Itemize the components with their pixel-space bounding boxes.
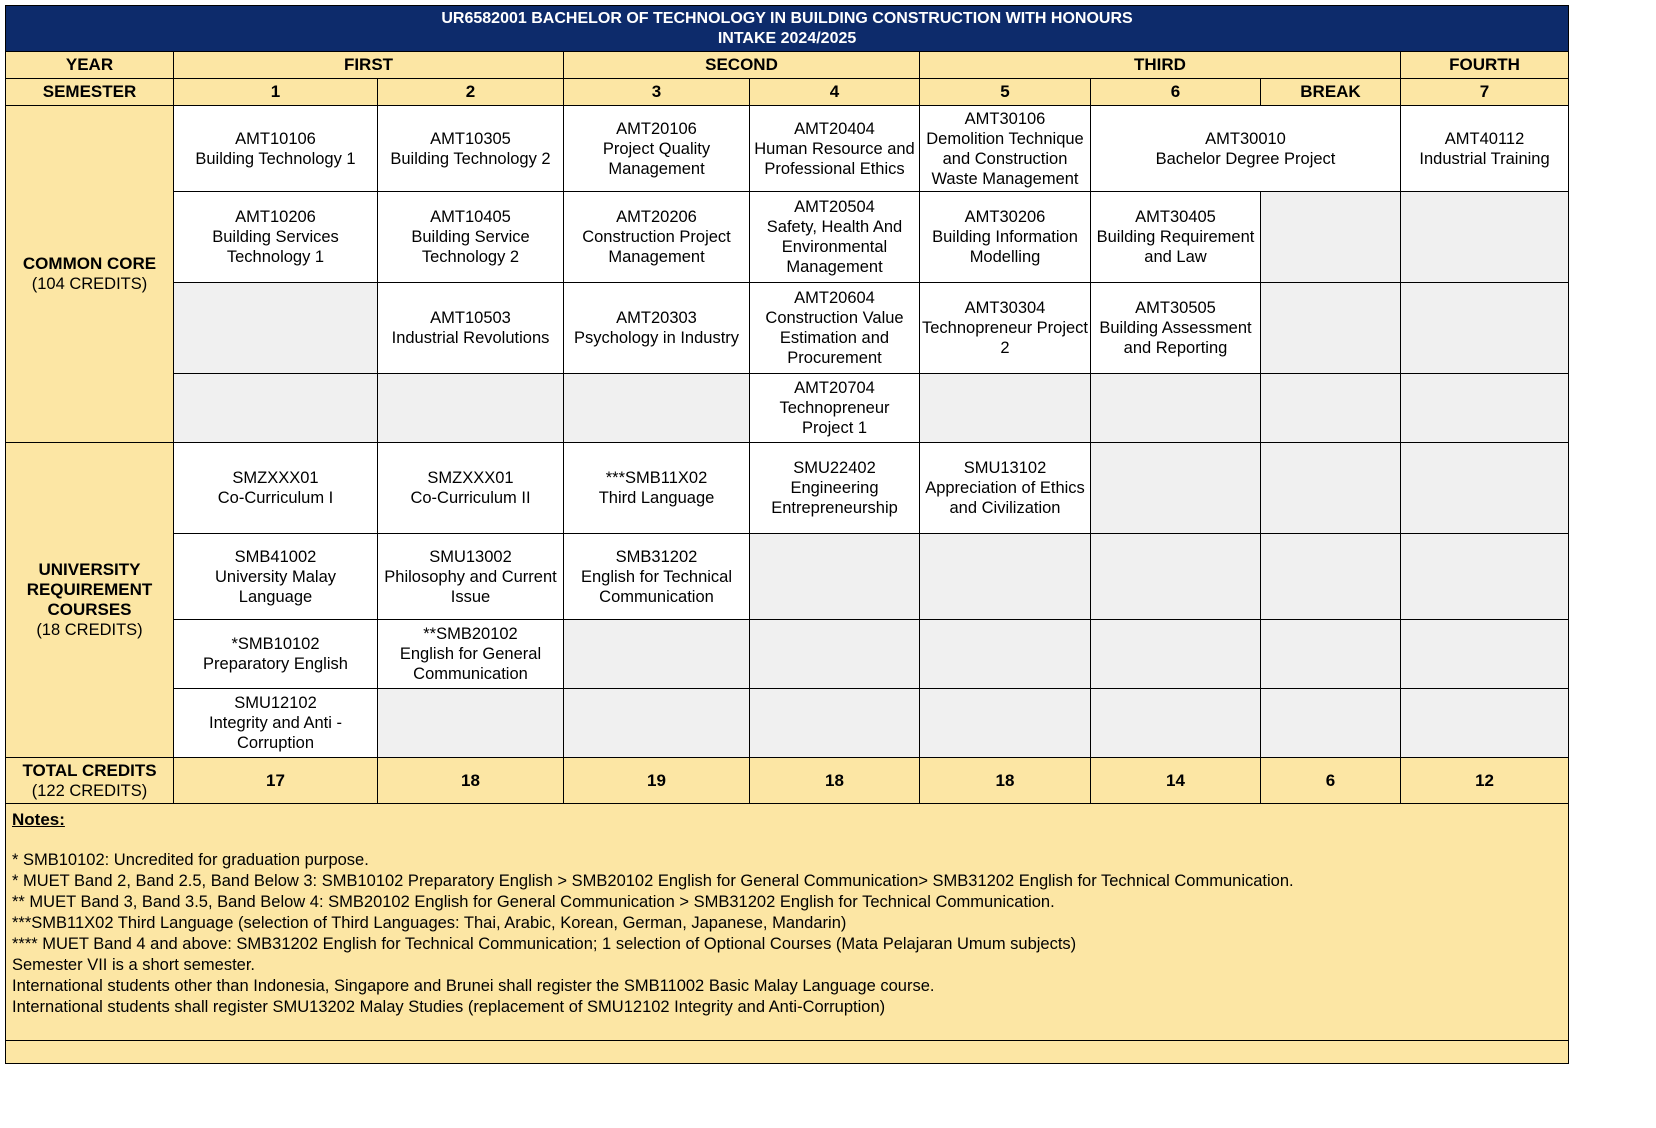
course-name: Human Resource and Professional Ethics	[754, 139, 915, 178]
course-cell	[564, 106, 750, 192]
year-third: THIRD	[920, 52, 1401, 79]
empty-cell	[920, 534, 1091, 620]
note-line: * MUET Band 2, Band 2.5, Band Below 3: SMB10102 Preparatory English > SMB20102 English for General Communication> SMB31202 English for Technical Communication.	[12, 872, 1294, 890]
course-cell	[378, 620, 564, 689]
course-cell	[174, 534, 378, 620]
course-name: Building Service Technology 2	[411, 228, 530, 266]
empty-cell	[1091, 443, 1261, 534]
course-name: Demolition Technique and Construction Waste Management	[926, 129, 1084, 188]
course-code: AMT40112	[1444, 129, 1525, 148]
empty-cell	[1401, 283, 1569, 374]
empty-cell	[564, 689, 750, 758]
course-code: AMT10405	[430, 208, 511, 226]
course-cell	[1091, 283, 1261, 374]
course-cell	[174, 620, 378, 689]
course-name: Bachelor Degree Project	[1155, 149, 1336, 168]
note-line: ** MUET Band 3, Band 3.5, Band Below 4: SMB20102 English for General Communication > SMB31202 English for Technical Communication.	[12, 893, 1055, 911]
empty-cell	[920, 620, 1091, 689]
course-code: SMZXXX01	[427, 469, 514, 487]
course-code: **SMB20102	[423, 625, 518, 643]
course-name: Building Requirement and Law	[1096, 228, 1255, 266]
course-name: Building Technology 1	[195, 149, 356, 168]
course-cell	[1091, 192, 1261, 283]
course-cell	[378, 534, 564, 620]
empty-cell	[1401, 443, 1569, 534]
course-name: University Malay Language	[214, 567, 337, 606]
course-cell	[920, 443, 1091, 534]
notes-title: Notes:	[12, 810, 65, 829]
empty-cell	[750, 689, 920, 758]
programme-structure-table	[5, 5, 1569, 1064]
semester-6: 6	[1091, 79, 1261, 106]
course-name: Building Assessment and Reporting	[1099, 319, 1252, 357]
course-cell	[174, 192, 378, 283]
semester-2: 2	[378, 79, 564, 106]
course-code: AMT10305	[430, 129, 511, 148]
empty-cell	[564, 620, 750, 689]
course-code: SMU13002	[429, 547, 512, 566]
empty-cell	[1091, 620, 1261, 689]
course-name: Technopreneur Project 2	[922, 319, 1089, 357]
semester-header: SEMESTER	[6, 79, 174, 106]
course-cell	[378, 443, 564, 534]
empty-cell	[1261, 689, 1401, 758]
title-line-2: INTAKE 2024/2025	[717, 29, 857, 47]
course-cell	[174, 443, 378, 534]
course-name: Psychology in Industry	[573, 329, 740, 347]
course-name: Construction Value Estimation and Procurement	[765, 309, 904, 367]
course-name: Integrity and Anti - Corruption	[209, 714, 342, 752]
total-sem-7: 12	[1401, 758, 1569, 804]
total-sem-1: 17	[174, 758, 378, 804]
year-header: YEAR	[6, 52, 174, 79]
university-credits: (18 CREDITS)	[36, 621, 143, 639]
empty-cell	[1261, 374, 1401, 443]
note-line: ***SMB11X02 Third Language (selection of Third Languages: Thai, Arabic, Korean, German, Japanese, Mandarin)	[12, 914, 847, 932]
course-code: AMT20206	[616, 208, 697, 226]
notes-section	[6, 804, 1569, 1041]
course-code: AMT10106	[235, 129, 316, 148]
course-cell	[1401, 106, 1569, 192]
total-sem-6: 14	[1091, 758, 1261, 804]
course-code: AMT20106	[616, 119, 697, 138]
note-line: International students other than Indonesia, Singapore and Brunei shall register the SMB11002 Basic Malay Language course.	[12, 977, 935, 995]
course-cell	[750, 443, 920, 534]
course-cell	[920, 106, 1091, 192]
empty-cell	[1261, 283, 1401, 374]
course-code: AMT20404	[794, 119, 875, 138]
total-sem-3: 19	[564, 758, 750, 804]
common-core-title: COMMON CORE	[22, 254, 157, 273]
course-cell	[378, 192, 564, 283]
empty-cell	[378, 374, 564, 443]
total-sem-2: 18	[378, 758, 564, 804]
course-code: ***SMB11X02	[605, 469, 708, 487]
course-name: Appreciation of Ethics and Civilization	[925, 479, 1085, 517]
course-code: SMU12102	[234, 694, 317, 712]
title-line-1: UR6582001 BACHELOR OF TECHNOLOGY IN BUILDING CONSTRUCTION WITH HONOURS	[441, 9, 1133, 27]
course-name: Industrial Training	[1419, 149, 1550, 168]
empty-cell	[1091, 534, 1261, 620]
course-cell	[750, 192, 920, 283]
course-name: Construction Project Management	[582, 228, 731, 266]
empty-cell	[1401, 192, 1569, 283]
course-name: Co-Curriculum II	[410, 489, 531, 507]
university-courses-label	[6, 443, 174, 758]
course-code: AMT30106	[964, 109, 1046, 128]
course-cell	[174, 106, 378, 192]
course-code: AMT30505	[1135, 299, 1216, 317]
course-code: AMT30304	[964, 299, 1046, 317]
course-code: AMT20604	[794, 289, 875, 307]
course-code: AMT20303	[616, 309, 697, 327]
empty-cell	[1261, 534, 1401, 620]
course-name: Safety, Health And Environmental Management	[766, 218, 903, 276]
empty-cell	[174, 374, 378, 443]
semester-1: 1	[174, 79, 378, 106]
empty-cell	[564, 374, 750, 443]
note-line: International students shall register SMU13202 Malay Studies (replacement of SMU12102 Integrity and Anti-Corruption)	[12, 998, 886, 1016]
course-cell	[378, 106, 564, 192]
course-cell	[920, 283, 1091, 374]
total-sem-4: 18	[750, 758, 920, 804]
total-credits-title: TOTAL CREDITS	[22, 760, 157, 780]
year-second: SECOND	[564, 52, 920, 79]
empty-cell	[1091, 689, 1261, 758]
common-core-credits: (104 CREDITS)	[31, 275, 148, 293]
course-name: Philosophy and Current Issue	[384, 567, 557, 606]
semester-5: 5	[920, 79, 1091, 106]
course-cell	[564, 283, 750, 374]
course-name: Building Technology 2	[390, 149, 551, 168]
semester-4: 4	[750, 79, 920, 106]
course-code: AMT30405	[1135, 208, 1216, 226]
empty-cell	[920, 374, 1091, 443]
empty-cell	[174, 283, 378, 374]
common-core-label	[6, 106, 174, 443]
empty-cell	[750, 620, 920, 689]
university-title-1: UNIVERSITY	[38, 560, 141, 579]
total-credits-label	[6, 758, 174, 804]
empty-cell	[1401, 534, 1569, 620]
course-cell	[174, 689, 378, 758]
course-code: AMT20704	[794, 379, 875, 397]
course-code: SMB31202	[615, 547, 698, 566]
course-name: English for General Communication	[399, 645, 542, 683]
course-name: Project Quality Management	[602, 139, 711, 178]
university-title-2: REQUIREMENT	[26, 580, 153, 599]
notes-footer	[6, 1041, 1569, 1064]
year-first: FIRST	[174, 52, 564, 79]
course-code: AMT30206	[964, 208, 1046, 226]
semester-7: 7	[1401, 79, 1569, 106]
course-code: *SMB10102	[231, 635, 320, 653]
semester-break: BREAK	[1261, 79, 1401, 106]
course-code: SMU22402	[793, 459, 876, 477]
empty-cell	[1261, 192, 1401, 283]
course-cell-bachelor-project	[1091, 106, 1401, 192]
empty-cell	[920, 689, 1091, 758]
empty-cell	[750, 534, 920, 620]
empty-cell	[1401, 689, 1569, 758]
course-cell	[378, 283, 564, 374]
empty-cell	[378, 689, 564, 758]
total-sem-5: 18	[920, 758, 1091, 804]
empty-cell	[1261, 443, 1401, 534]
course-code: AMT30010	[1205, 129, 1286, 148]
course-code: SMU13102	[963, 459, 1047, 477]
course-code: SMZXXX01	[232, 469, 319, 487]
course-name: English for Technical Communication	[580, 567, 733, 606]
empty-cell	[1401, 374, 1569, 443]
course-cell	[750, 106, 920, 192]
table-title	[6, 6, 1569, 52]
course-name: Engineering Entrepreneurship	[771, 479, 898, 517]
empty-cell	[1091, 374, 1261, 443]
total-credits-sum: (122 CREDITS)	[31, 781, 148, 800]
course-code: AMT10206	[235, 208, 316, 226]
course-name: Preparatory English	[203, 655, 348, 673]
empty-cell	[1401, 620, 1569, 689]
total-break: 6	[1261, 758, 1401, 804]
course-cell	[750, 283, 920, 374]
year-fourth: FOURTH	[1401, 52, 1569, 79]
course-name: Third Language	[598, 489, 715, 507]
university-title-3: COURSES	[47, 600, 132, 619]
course-name: Technopreneur Project 1	[779, 399, 890, 437]
course-code: AMT10503	[430, 309, 511, 327]
course-code: AMT20504	[794, 198, 875, 216]
course-name: Building Information Modelling	[932, 228, 1078, 266]
course-name: Building Services Technology 1	[212, 228, 339, 266]
note-line: **** MUET Band 4 and above: SMB31202 English for Technical Communication; 1 selection of Optional Courses (Mata Pelajaran Umum subjects)	[12, 935, 1077, 953]
course-cell	[564, 534, 750, 620]
course-name: Industrial Revolutions	[391, 329, 550, 347]
course-code: SMB41002	[234, 547, 317, 566]
empty-cell	[1261, 620, 1401, 689]
note-line: Semester VII is a short semester.	[12, 956, 256, 974]
course-cell	[564, 443, 750, 534]
course-name: Co-Curriculum I	[217, 489, 334, 507]
note-line: * SMB10102: Uncredited for graduation purpose.	[12, 851, 369, 869]
course-cell	[750, 374, 920, 443]
course-cell	[564, 192, 750, 283]
course-cell	[920, 192, 1091, 283]
semester-3: 3	[564, 79, 750, 106]
